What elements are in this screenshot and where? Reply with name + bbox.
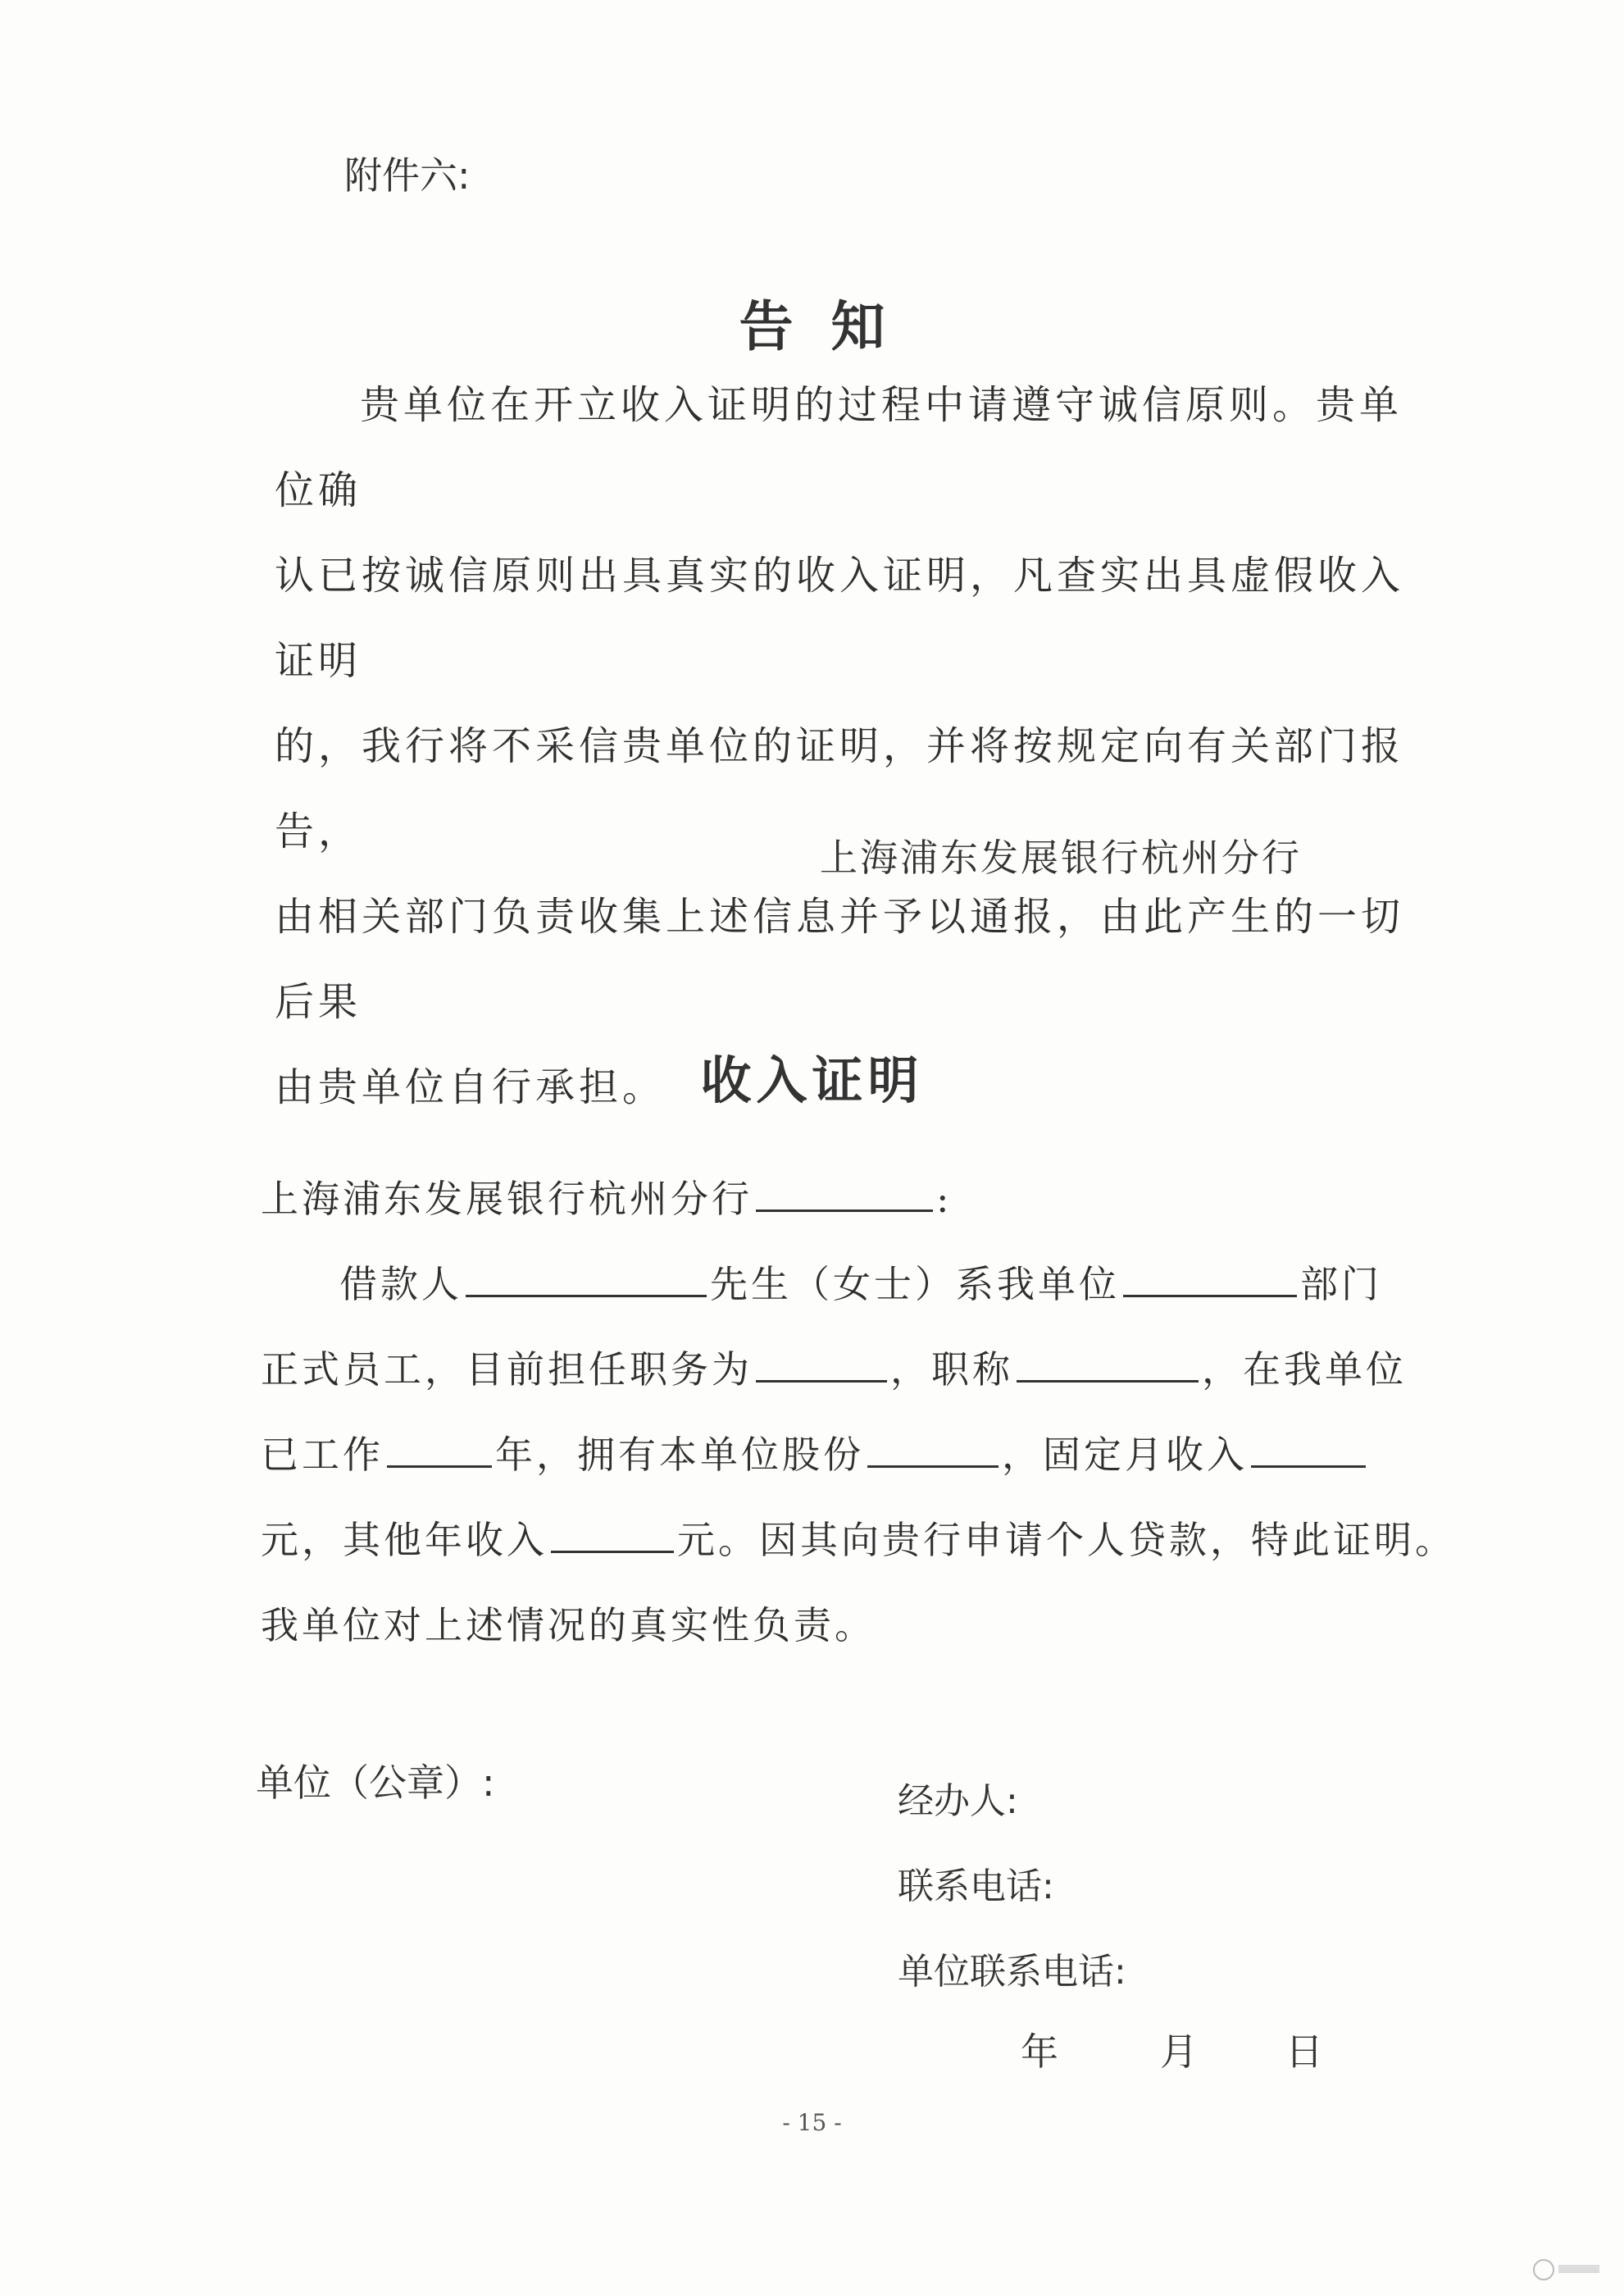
- notice-line: 的，我行将不采信贵单位的证明，并将按规定向有关部门报告，: [275, 723, 1405, 854]
- watermark-logo-icon: [1531, 2252, 1604, 2285]
- notice-signature: 上海浦东发展银行杭州分行: [820, 836, 1302, 880]
- gender-employer-text: 先生（女士）系我单位: [710, 1262, 1120, 1306]
- title-label: ，职称: [890, 1347, 1013, 1392]
- contact-phone-label: 联系电话:: [898, 1866, 1054, 1907]
- position-label: 正式员工，目前担任职务为: [261, 1347, 753, 1392]
- date-day: 日: [1285, 2029, 1323, 2074]
- position-blank[interactable]: [756, 1337, 887, 1383]
- certificate-body: [261, 1156, 1456, 1668]
- notice-title: 告知: [739, 295, 923, 358]
- cert-line-4: [261, 1497, 1456, 1583]
- notice-line: 认已按诚信原则出具真实的收入证明，凡查实出具虚假收入证明: [275, 553, 1405, 684]
- other-income-blank[interactable]: [551, 1508, 674, 1553]
- notice-line: 由相关部门负责收集上述信息并予以通报，由此产生的一切后果: [275, 894, 1405, 1025]
- unit-phone-label: 单位联系电话:: [898, 1951, 1126, 1993]
- borrower-name-blank[interactable]: [466, 1252, 707, 1297]
- addressee-blank[interactable]: [756, 1167, 933, 1212]
- cert-line-3: [261, 1412, 1408, 1497]
- department-label: 部门: [1300, 1262, 1382, 1306]
- date-year: 年: [1021, 2029, 1058, 2074]
- addressee-colon: :: [936, 1177, 953, 1221]
- shares-blank[interactable]: [867, 1423, 999, 1468]
- worked-label: 已工作: [261, 1433, 384, 1477]
- attachment-label: 附件六:: [344, 153, 471, 198]
- notice-line: 贵单位在开立收入证明的过程中请遵守诚信原则。贵单位确: [275, 382, 1403, 513]
- notice-body: [275, 362, 1406, 1130]
- monthly-income-blank[interactable]: [1251, 1423, 1366, 1468]
- at-unit-text: ，在我单位: [1202, 1347, 1407, 1392]
- addressee-line: [261, 1156, 1408, 1241]
- monthly-income-label: ，固定月收入: [1002, 1433, 1248, 1477]
- department-blank[interactable]: [1123, 1252, 1297, 1297]
- addressee: 上海浦东发展银行杭州分行: [261, 1177, 753, 1221]
- page-number: - 15 -: [782, 2109, 842, 2136]
- cert-line-5: 我单位对上述情况的真实性负责。: [261, 1603, 876, 1647]
- cert-line-2: [261, 1327, 1408, 1412]
- certification-text: 元。因其向贵行申请个人贷款，特此证明。: [677, 1518, 1456, 1562]
- job-title-blank[interactable]: [1017, 1337, 1199, 1383]
- notice-line: 由贵单位自行承担。: [275, 1064, 666, 1110]
- handler-label: 经办人:: [898, 1780, 1018, 1822]
- other-income-label: 元，其他年收入: [261, 1518, 548, 1562]
- unit-seal-label: 单位（公章）:: [256, 1761, 495, 1805]
- signature-block: [898, 1759, 1126, 2015]
- shares-label: 年，拥有本单位股份: [495, 1433, 864, 1477]
- date-month: 月: [1160, 2029, 1198, 2074]
- cert-line-1: [261, 1241, 1408, 1327]
- years-blank[interactable]: [387, 1423, 492, 1468]
- borrower-label: 借款人: [339, 1262, 462, 1306]
- certificate-title: 收入证明: [700, 1050, 924, 1110]
